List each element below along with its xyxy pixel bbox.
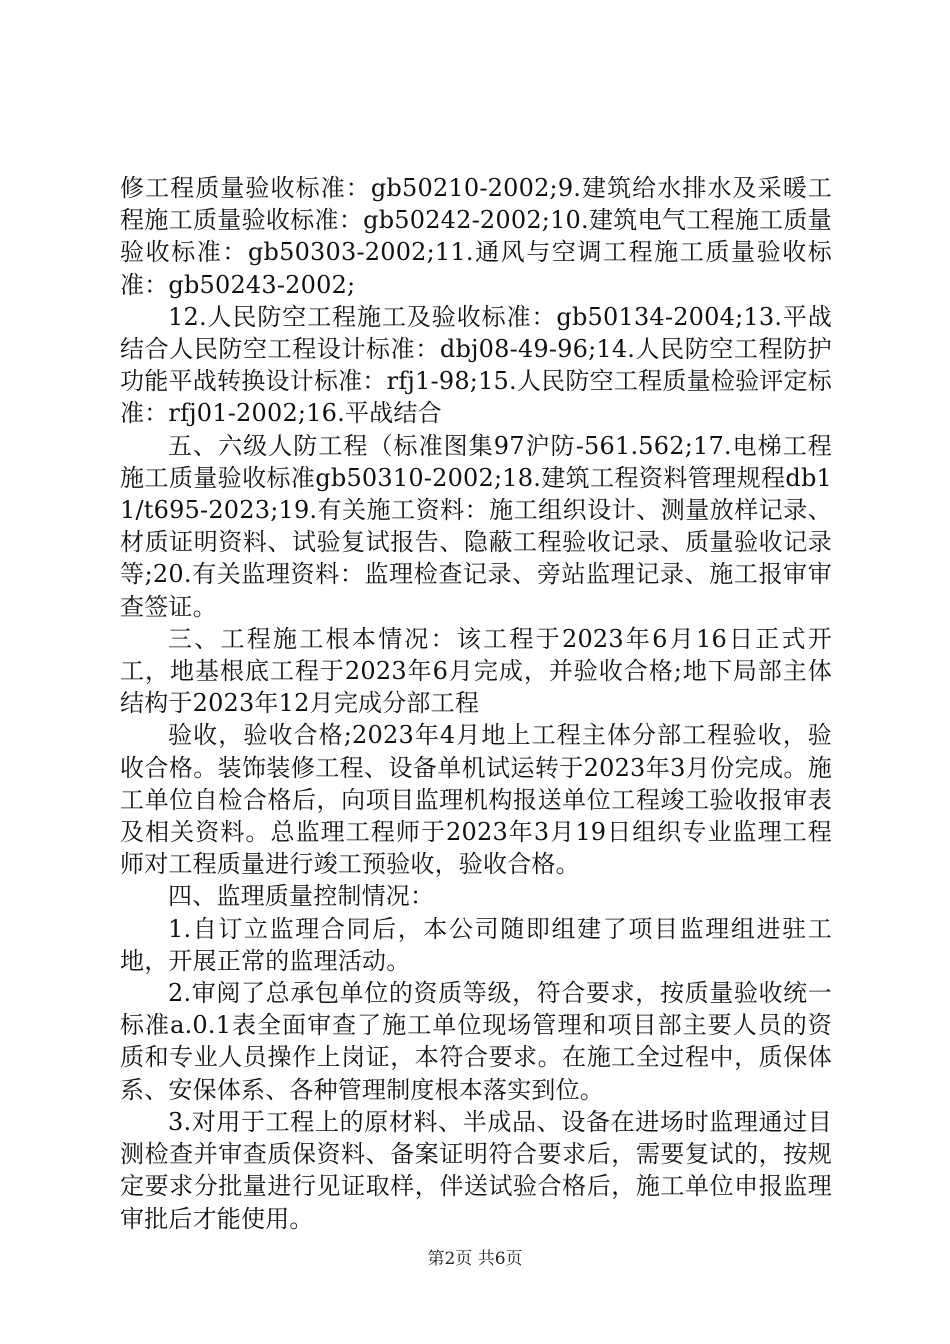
document-body — [120, 172, 832, 1235]
paragraph-civil-defense-standards: 12.人民防空工程施工及验收标准：gb50134-2004;13.平战结合人民防空工程设计标准：dbj08-49-96;14.人民防空工程防护功能平战转换设计标准：rfj1-98;15.人民防空工程质量检验评定标准：rfj01-2002;16.平战结合 — [120, 302, 832, 428]
paragraph-section-three-construction-status: 三、工程施工根本情况：该工程于2023年6月16日正式开工，地基根底工程于2023年6月完成，并验收合格;地下局部主体结构于2023年12月完成分部工程 — [120, 624, 832, 718]
paragraph-item-three: 3.对用于工程上的原材料、半成品、设备在进场时监理通过目测检查并审查质保资料、备案证明符合要求后，需要复试的，按规定要求分批量进行见证取样，伴送试验合格后，施工单位申报监理审批后才能使用。 — [120, 1107, 832, 1233]
page-number-footer: 第2页 共6页 — [427, 1249, 523, 1269]
paragraph-grade-five-six-civil-defense: 五、六级人防工程（标准图集97沪防-561.562;17.电梯工程施工质量验收标准gb50310-2002;18.建筑工程资料管理规程db11/t695-2023;19.有关施工资料：施工组织设计、测量放样记录、材质证明资料、试验复试报告、隐蔽工程验收记录、质量验收记录等;20.有关监理资料：监理检查记录、旁站监理记录、施工报审审查签证。 — [120, 431, 832, 621]
paragraph-item-two: 2.审阅了总承包单位的资质等级，符合要求，按质量验收统一标准a.0.1表全面审查了施工单位现场管理和项目部主要人员的资质和专业人员操作上岗证，本符合要求。在施工全过程中，质保体系、安保体系、各种管理制度根本落实到位。 — [120, 979, 832, 1104]
paragraph-standards-continued: 修工程质量验收标准：gb50210-2002;9.建筑给水排水及采暖工程施工质量验收标准：gb50242-2002;10.建筑电气工程施工质量验收标准：gb50303-2002;11.通风与空调工程施工质量验收标准：gb50243-2002; — [120, 174, 832, 299]
paragraph-item-one: 1.自订立监理合同后，本公司随即组建了项目监理组进驻工地，开展正常的监理活动。 — [120, 914, 832, 975]
paragraph-section-four-heading: 四、监理质量控制情况： — [168, 882, 435, 911]
paragraph-acceptance-details: 验收，验收合格;2023年4月地上工程主体分部工程验收，验收合格。装饰装修工程、设备单机试运转于2023年3月份完成。施工单位自检合格后，向项目监理机构报送单位工程竣工验收报审表及相关资料。总监理工程师于2023年3月19日组织专业监理工程师对工程质量进行竣工预验收，验收合格。 — [120, 721, 832, 879]
